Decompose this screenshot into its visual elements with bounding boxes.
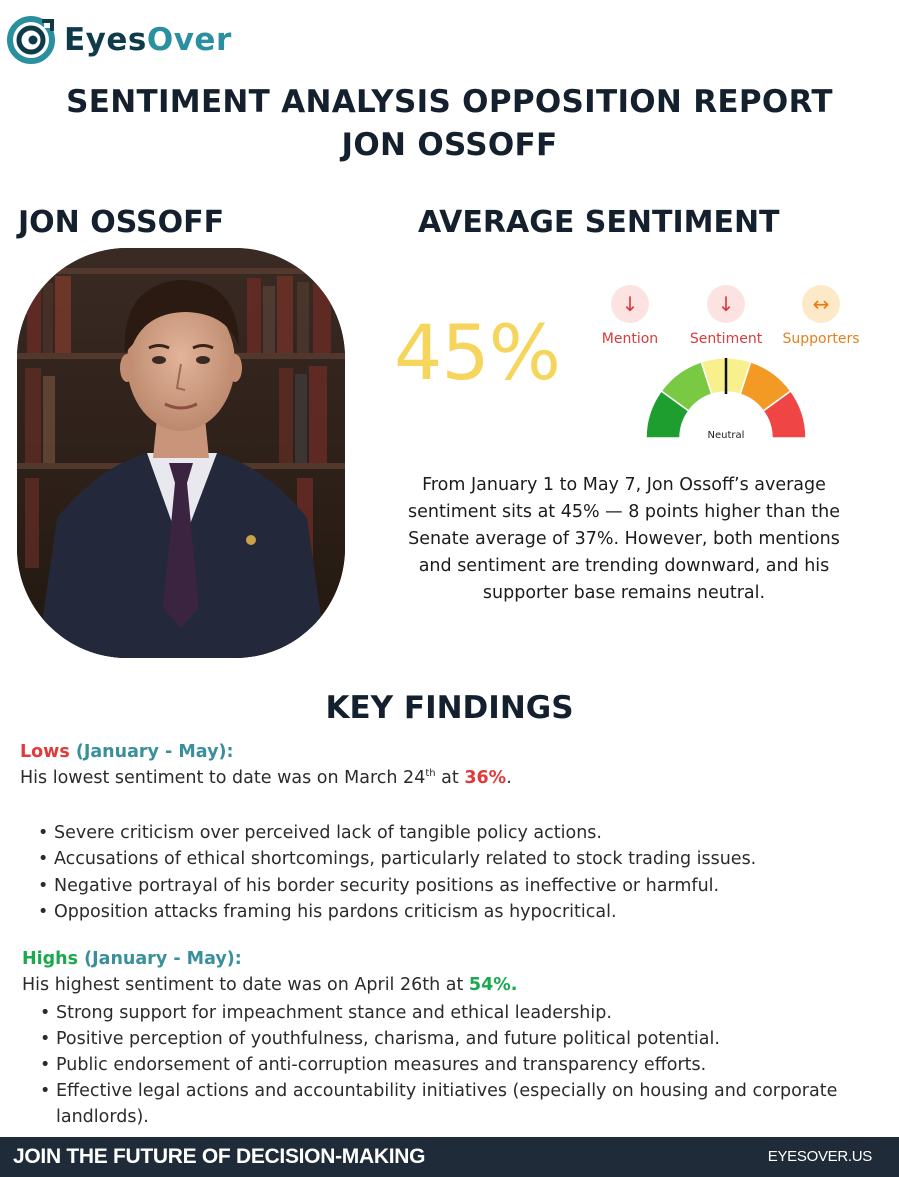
profile-heading: JON OSSOFF	[18, 205, 225, 240]
key-findings-heading: KEY FINDINGS	[325, 690, 574, 726]
lows-range: (January - May):	[75, 742, 234, 762]
gauge-label: Neutral	[707, 430, 745, 441]
lows-value: 36%	[464, 768, 507, 788]
eye-target-logo-icon	[6, 15, 56, 65]
indicator-sentiment	[686, 285, 766, 347]
highs-range: (January - May):	[84, 949, 242, 969]
lows-date-suffix: th	[425, 768, 436, 780]
portrait-illustration	[17, 248, 345, 658]
lows-summary	[20, 768, 512, 788]
average-sentiment-heading: AVERAGE SENTIMENT	[418, 205, 780, 240]
arrow-down-icon: ↓	[611, 285, 649, 323]
highs-value: 54%.	[468, 975, 518, 995]
list-item: • Opposition attacks framing his pardons criticism as hypocritical.	[36, 899, 876, 925]
indicator-sentiment-label: Sentiment	[689, 331, 763, 347]
lows-list	[36, 820, 876, 925]
list-item: • Negative portrayal of his border security positions as ineffective or harmful.	[36, 873, 876, 899]
lows-text-end: .	[506, 768, 512, 788]
list-item: • Severe criticism over perceived lack of tangible policy actions.	[36, 820, 876, 846]
average-sentiment-value: 45%	[394, 308, 560, 397]
highs-list	[38, 1000, 858, 1130]
lows-label: Lows	[20, 742, 70, 762]
highs-label: Highs	[22, 949, 79, 969]
highs-heading	[22, 949, 242, 969]
list-item: • Strong support for impeachment stance and ethical leadership.	[38, 1000, 858, 1026]
indicator-mention	[590, 285, 670, 347]
sentiment-gauge	[640, 352, 812, 444]
highs-summary	[22, 975, 517, 995]
portrait-photo	[17, 248, 345, 658]
brand-name-part1: Eyes	[64, 22, 147, 58]
footer-url-link[interactable]: EYESOVER.US	[767, 1148, 872, 1165]
list-item: • Effective legal actions and accountability initiatives (especially on housing and corporate landlords).	[38, 1078, 858, 1130]
lows-text: His lowest sentiment to date was on March 24	[20, 768, 426, 788]
lows-heading	[20, 742, 233, 762]
report-title-line1: SENTIMENT ANALYSIS OPPOSITION REPORT	[66, 84, 833, 120]
highs-text: His highest sentiment to date was on April 26th at	[22, 975, 469, 995]
lows-text-mid: at	[435, 768, 465, 788]
list-item: • Positive perception of youthfulness, charisma, and future political potential.	[38, 1026, 858, 1052]
indicator-mention-label: Mention	[601, 331, 659, 347]
list-item: • Accusations of ethical shortcomings, particularly related to stock trading issues.	[36, 846, 876, 872]
report-title-line2: JON OSSOFF	[341, 127, 558, 163]
list-item: • Public endorsement of anti-corruption measures and transparency efforts.	[38, 1052, 858, 1078]
indicator-supporters-label: Supporters	[782, 331, 860, 347]
sentiment-summary: From January 1 to May 7, Jon Ossoff’s average sentiment sits at 45% — 8 points higher than the Senate average of 37%. However, both mentions and sentiment are trending downward, and his supporter base remains neutral.	[408, 475, 840, 603]
brand-logo[interactable]	[6, 14, 232, 66]
arrow-left-right-icon: ↔	[802, 285, 840, 323]
brand-name	[64, 22, 232, 58]
brand-name-part2: Over	[146, 22, 232, 58]
footer-banner	[0, 1137, 899, 1177]
indicator-supporters	[781, 285, 861, 347]
footer-cta[interactable]: JOIN THE FUTURE OF DECISION-MAKING	[13, 1145, 426, 1168]
arrow-down-icon: ↓	[707, 285, 745, 323]
